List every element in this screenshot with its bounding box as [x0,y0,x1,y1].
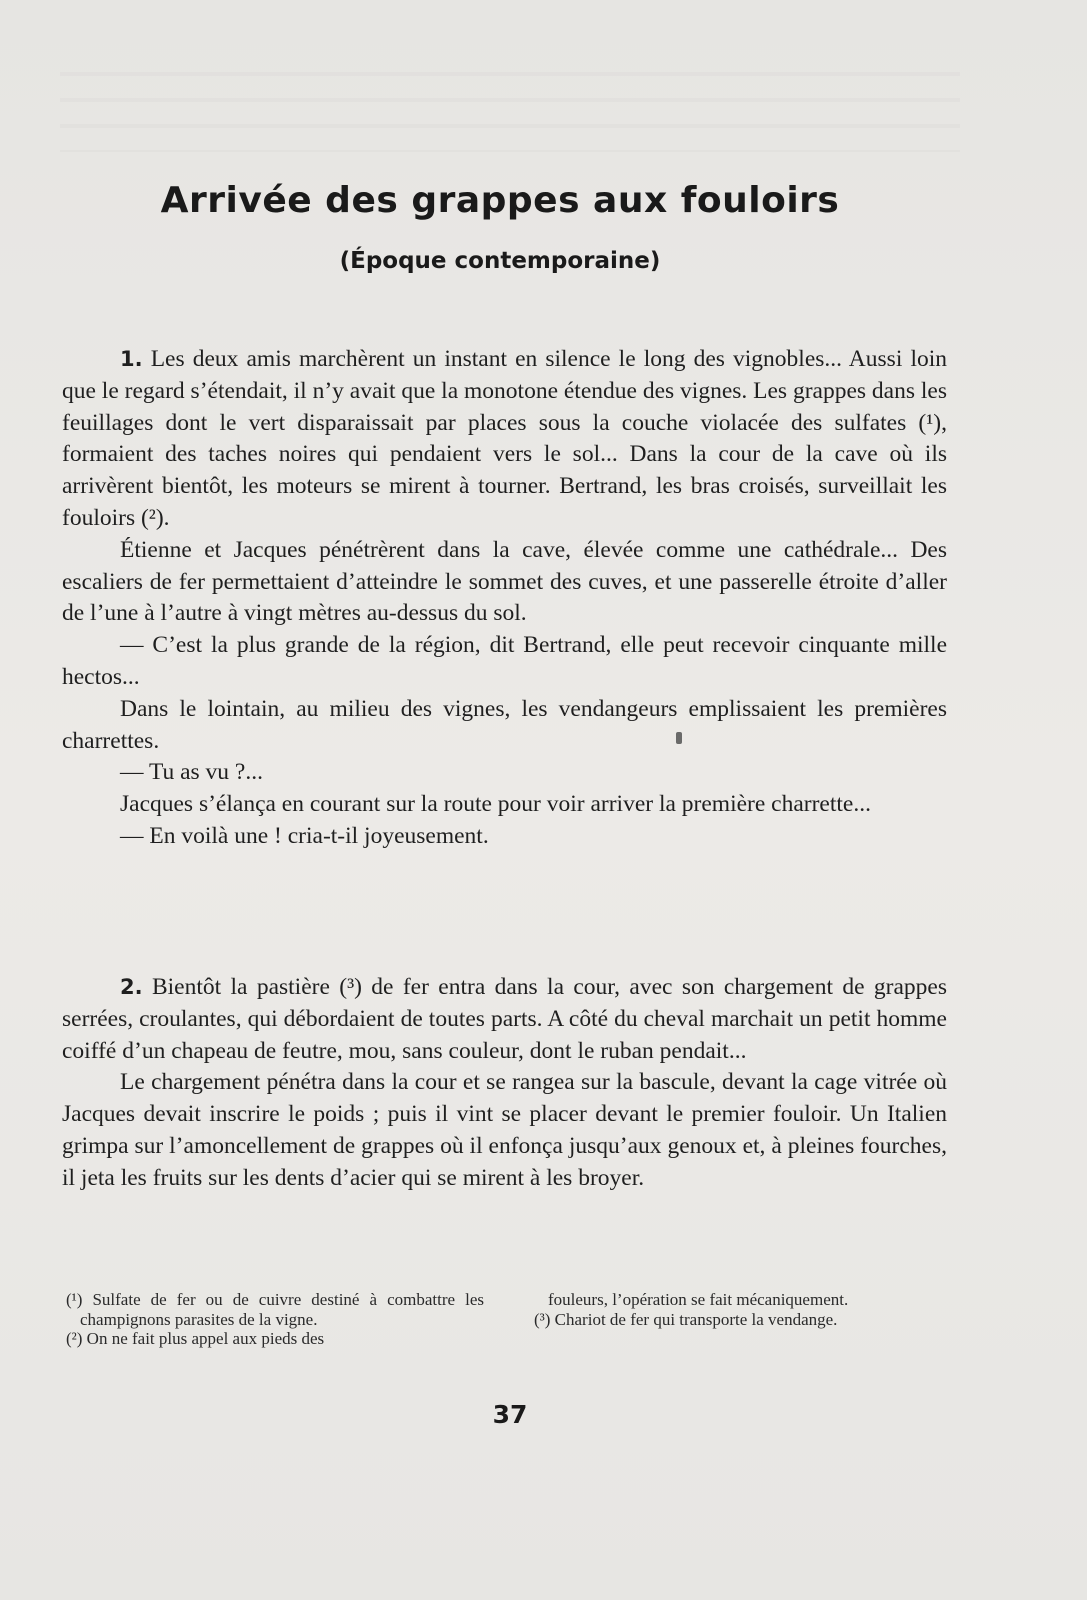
paragraph: 2. Bientôt la pastière (³) de fer entra dans la cour, avec son chargement de grappes serrées, croulantes, qui débordaient de toutes parts. A côté du cheval marchait un petit homme coiffé d’un chapeau de feutre, mou, sans couleur, dont le ruban pendait... [62,974,947,1064]
paragraph: — En voilà une ! cria-t-il joyeusement. [120,822,489,849]
footnote-3: (³) Chariot de fer qui transporte la vendange. [534,1309,838,1329]
section-1 [62,344,947,853]
footnotes-right-column [534,1290,952,1329]
page-title: Arrivée des grappes aux fouloirs [160,180,840,221]
section-number: 1. [120,347,143,371]
paragraph: 1. Les deux amis marchèrent un instant en silence le long des vignobles... Aussi loin que le regard s’étendait, il n’y avait que la monotone étendue des vignes. Les grappes dans les feuillages dont le vert disparaissait par places sous la couche violacée des sulfates (¹), formaient des taches noires qui pendaient vers le sol... Dans la cour de la cave où ils arrivèrent bientôt, les moteurs se mirent à tourner. Bertrand, les bras croisés, surveillait les fouloirs (²). [62,346,948,531]
footnote-2: (²) On ne fait plus appel aux pieds des [66,1329,325,1348]
bleed-through-text [60,72,960,152]
footnote-1: (¹) Sulfate de fer ou de cuivre destiné à combattre les champignons parasites de la vigne. [66,1290,484,1329]
footnote-2-continued: fouleurs, l’opération se fait mécaniquement. [548,1290,849,1309]
ink-speck [676,732,682,744]
section-number: 2. [120,975,143,999]
paragraph: — C’est la plus grande de la région, dit Bertrand, elle peut recevoir cinquante mille hectos... [62,632,947,690]
page-number: 37 [492,1400,528,1429]
paragraph: Dans le lointain, au milieu des vignes, les vendangeurs emplissaient les premières charrettes. [62,695,947,754]
page-subtitle: (Époque contemporaine) [339,248,661,274]
paragraph: Le chargement pénétra dans la cour et se rangea sur la bascule, devant la cage vitrée où Jacques devait inscrire le poids ; puis il vint se placer devant le premier fouloir. Un Italien grimpa sur l’amoncellement de grappes où il enfonça jusqu’aux genoux et, à pleines fourches, il jeta les fruits sur les dents d’acier qui se mirent à les broyer. [62,1069,947,1191]
section-2 [62,972,947,1195]
footnotes-left-column [66,1290,484,1349]
paragraph: Étienne et Jacques pénétrèrent dans la cave, élevée comme une cathédrale... Des escaliers de fer permettaient d’atteindre le sommet des cuves, et une passerelle étroite d’aller de l’une à l’autre à vingt mètres au-dessus du sol. [62,536,947,627]
paragraph: — Tu as vu ?... [120,759,263,786]
paragraph: Jacques s’élança en courant sur la route pour voir arriver la première charrette... [120,791,871,818]
